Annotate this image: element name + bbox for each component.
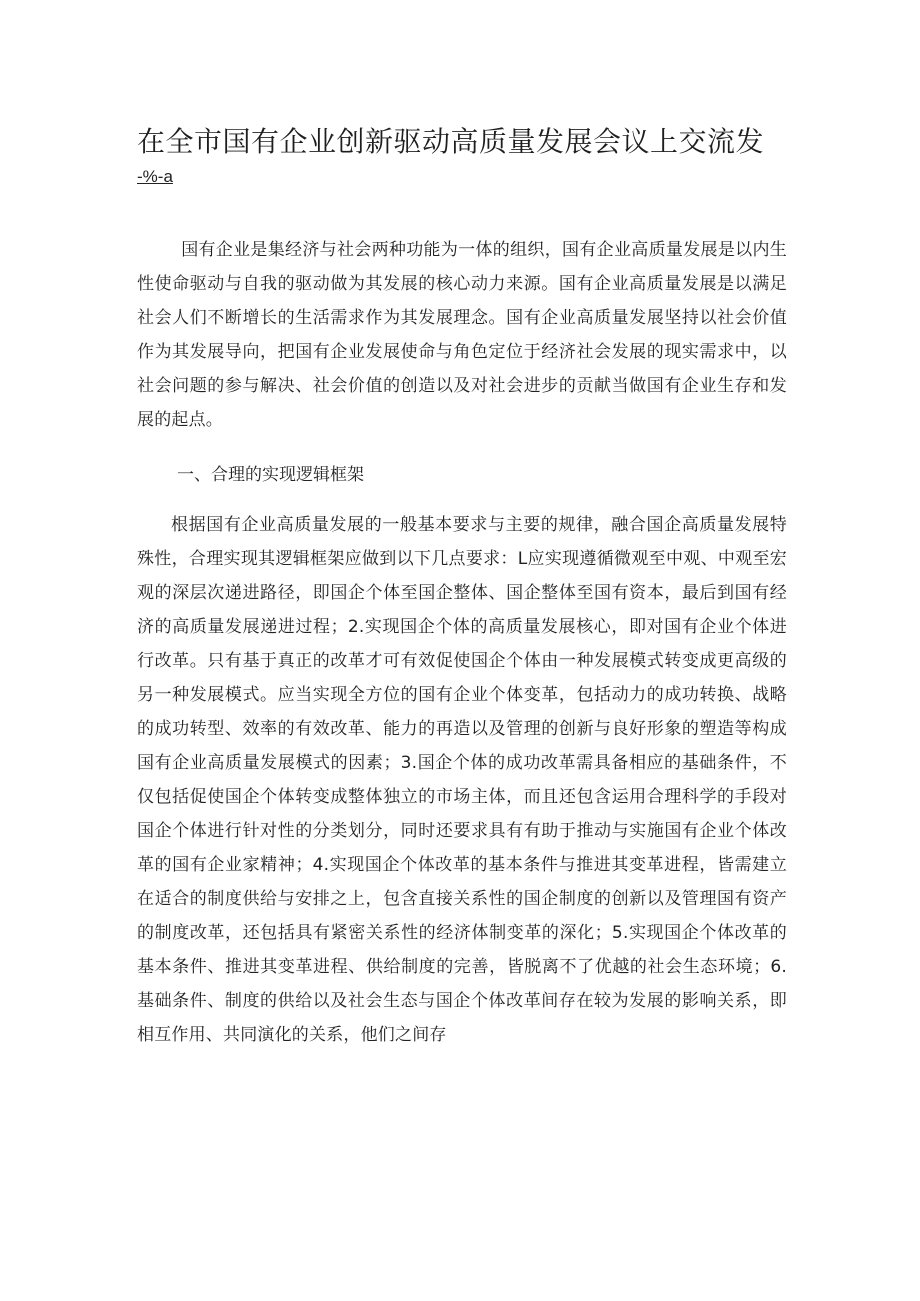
document-subtitle: -%-a (137, 167, 173, 186)
section-heading: 一、合理的实现逻辑框架 (177, 465, 364, 485)
paragraph-intro: 国有企业是集经济与社会两种功能为一体的组织，国有企业高质量发展是以内生性使命驱动与自我的驱动做为其发展的核心动力来源。国有企业高质量发展是以满足社会人们不断增长的生活需求作为其发展理念。国有企业高质量发展坚持以社会价值作为其发展导向，把国有企业发展使命与角色定位于经济社会发展的现实需求中，以社会问题的参与解决、社会价值的创造以及对社会进步的贡献当做国有企业生存和发展的起点。 (137, 240, 787, 430)
paragraph-framework: 根据国有企业高质量发展的一般基本要求与主要的规律，融合国企高质量发展特殊性，合理实现其逻辑框架应做到以下几点要求：L应实现遵循微观至中观、中观至宏观的深层次递进路径，即国企个体至国企整体、国企整体至国有资本，最后到国有经济的高质量发展递进过程；2.实现国企个体的高质量发展核心，即对国有企业个体进行改革。只有基于真正的改革才可有效促使国企个体由一种发展模式转变成更高级的另一种发展模式。应当实现全方位的国有企业个体变革，包括动力的成功转换、战略的成功转型、效率的有效改革、能力的再造以及管理的创新与良好形象的塑造等构成国有企业高质量发展模式的因素；3.国企个体的成功改革需具备相应的基础条件，不仅包括促使国企个体转变成整体独立的市场主体，而且还包含运用合理科学的手段对国企个体进行针对性的分类划分，同时还要求具有有助于推动与实施国有企业个体改革的国有企业家精神；4.实现国企个体改革的基本条件与推进其变革进程，皆需建立在适合的制度供给与安排之上，包含直接关系性的国企制度的创新以及管理国有资产的制度改革，还包括具有紧密关系性的经济体制变革的深化；5.实现国企个体改革的基本条件、推进其变革进程、供给制度的完善，皆脱离不了优越的社会生态环境；6.基础条件、制度的供给以及社会生态与国企个体改革间存在较为发展的影响关系，即相互作用、共同演化的关系，他们之间存 (137, 515, 787, 1045)
document-title: 在全市国有企业创新驱动高质量发展会议上交流发 (137, 125, 765, 158)
